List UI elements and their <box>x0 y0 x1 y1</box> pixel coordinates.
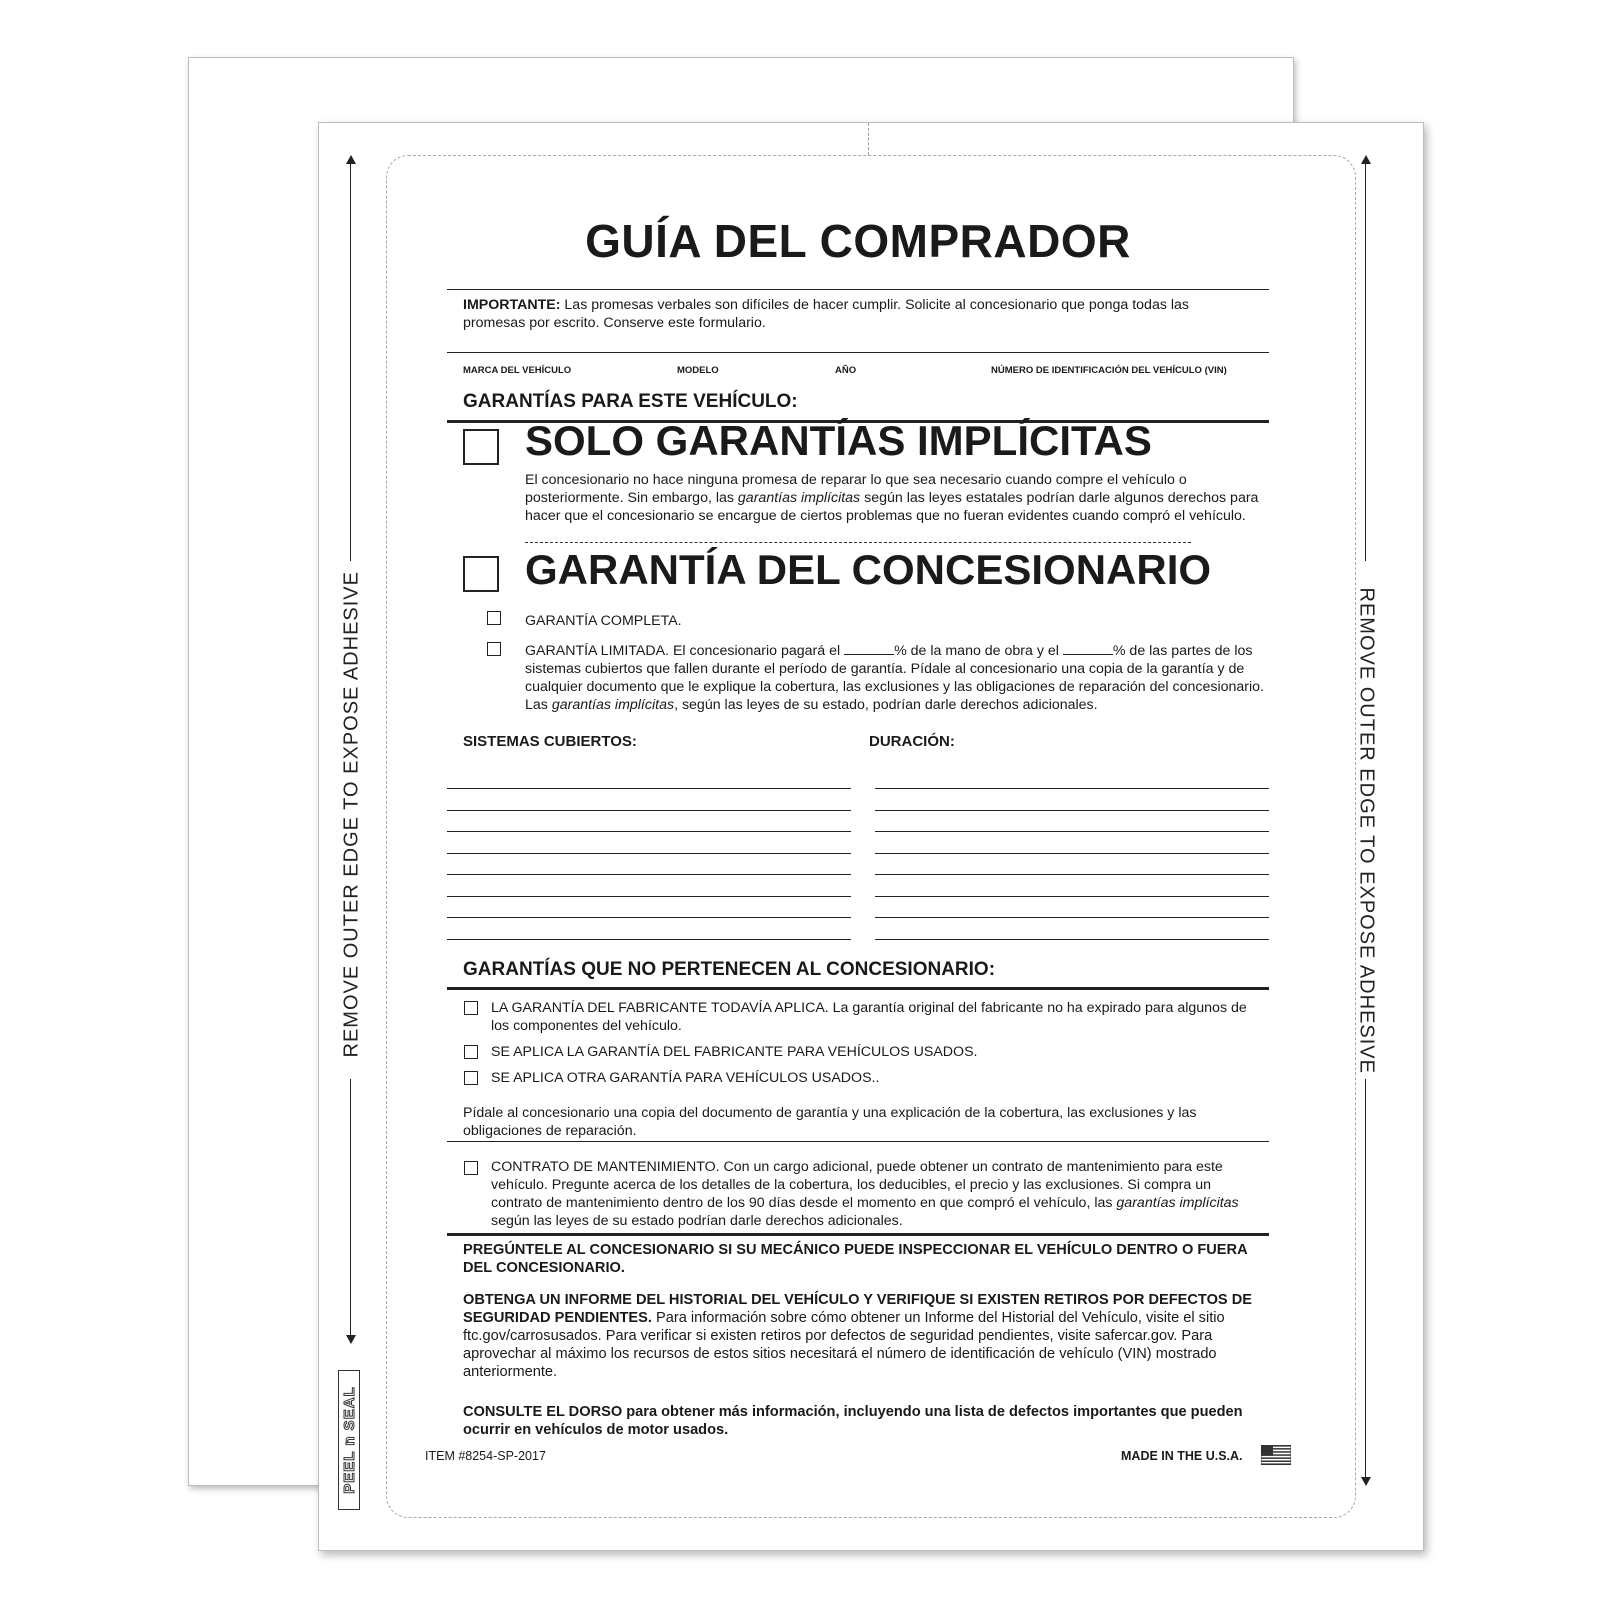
year-label: AÑO <box>835 365 857 376</box>
divider <box>447 1141 1269 1142</box>
ask-mechanic-text: PREGÚNTELE AL CONCESIONARIO SI SU MECÁNICO PUEDE INSPECCIONAR EL VEHÍCULO DENTRO O FUERA DEL CONCESIONARIO. <box>463 1242 1248 1276</box>
systems-covered-heading: SISTEMAS CUBIERTOS: <box>463 733 637 750</box>
important-notice <box>447 290 1269 352</box>
limited-text-italic: garantías implícitas <box>551 697 675 713</box>
implied-only-heading: SOLO GARANTÍAS IMPLÍCITAS <box>525 417 1152 464</box>
systems-line[interactable] <box>447 788 851 789</box>
manufacturer-used-text: SE APLICA LA GARANTÍA DEL FABRICANTE PARA VEHÍCULOS USADOS. <box>491 1044 978 1060</box>
limited-text-d: , según las leyes de su estado, podrían darle derechos adicionales. <box>674 697 1098 713</box>
parts-percent-field[interactable] <box>1063 654 1113 655</box>
important-text: Las promesas verbales son difíciles de hacer cumplir. Solicite al concesionario que ponga todas las promesas por escrito. Conserve este formulario. <box>463 297 1190 331</box>
divider <box>447 987 1269 990</box>
peel-n-seal-logo <box>339 1371 361 1511</box>
divider <box>447 352 1269 353</box>
systems-line[interactable] <box>447 810 851 811</box>
duration-line[interactable] <box>875 896 1269 897</box>
full-warranty-label: GARANTÍA COMPLETA. <box>525 613 682 629</box>
duration-line[interactable] <box>875 810 1269 811</box>
ask-copy-text: Pídale al concesionario una copia del documento de garantía y una explicación de la cobertura, las exclusiones y las obligaciones de reparación. <box>463 1105 1197 1139</box>
systems-line[interactable] <box>447 831 851 832</box>
history-text: Para información sobre cómo obtener un Informe del Historial del Vehículo, visite el sitio ftc.gov/carrosusados. Para verificar si existen retiros por defectos de seguridad pendientes, visite safercar.gov. Para aprovechar al máximo los recursos de estos sitios necesitará el número de identificación de vehículo (VIN) mostrado anteriormente. <box>463 1310 1225 1380</box>
make-label: MARCA DEL VEHÍCULO <box>463 365 572 376</box>
arrow-down-icon <box>1361 1477 1371 1486</box>
duration-line[interactable] <box>875 917 1269 918</box>
limited-warranty-text <box>525 642 1265 714</box>
duration-line[interactable] <box>875 874 1269 875</box>
labor-percent-field[interactable] <box>844 654 894 655</box>
vehicle-fields <box>447 359 1269 381</box>
limited-text-a: GARANTÍA LIMITADA. El concesionario pagará el <box>525 643 845 659</box>
systems-line[interactable] <box>447 939 851 940</box>
edge-instruction-right: REMOVE OUTER EDGE TO EXPOSE ADHESIVE <box>1355 587 1378 1074</box>
limited-warranty-checkbox[interactable] <box>487 642 501 656</box>
service-text-a: CONTRATO DE MANTENIMIENTO. Con un cargo adicional, puede obtener un contrato de mantenimiento para este vehículo. Pregunte acerca de los detalles de la cobertura, los deducibles, el precio y las exclusiones. Si compra un contrato de mantenimiento dentro de los 90 días desde el momento en que compró el vehículo, las <box>491 1159 1223 1211</box>
implied-text-a: El concesionario no hace ninguna promesa de reparar lo que sea necesario cuando compre el vehículo o posteriormente. Sin embargo, las <box>525 472 1187 506</box>
implied-only-checkbox[interactable] <box>463 429 499 465</box>
implied-text-b: según las leyes estatales podrían darle algunos derechos para hacer que el concesionario se encargue de ciertos problemas que no fueran evidentes cuando compró el vehículo. <box>525 490 1259 524</box>
service-contract-text <box>491 1158 1251 1230</box>
form-content <box>447 213 1269 423</box>
edge-instruction-left: REMOVE OUTER EDGE TO EXPOSE ADHESIVE <box>340 571 363 1058</box>
logo-text: PEEL n SEAL <box>338 1370 360 1510</box>
side-line <box>1365 1079 1366 1479</box>
form-title: GUÍA DEL COMPRADOR <box>585 215 1131 267</box>
other-used-checkbox[interactable] <box>464 1071 478 1085</box>
side-line <box>350 1079 351 1337</box>
important-label: IMPORTANTE: <box>463 297 561 313</box>
model-label: MODELO <box>677 365 719 376</box>
duration-heading: DURACIÓN: <box>869 733 955 750</box>
full-warranty-checkbox[interactable] <box>487 611 501 625</box>
arrow-up-icon <box>1361 155 1371 164</box>
manufacturer-warranty-checkbox[interactable] <box>464 1001 478 1015</box>
dealer-warranty-heading: GARANTÍA DEL CONCESIONARIO <box>525 546 1212 593</box>
history-report-text <box>463 1291 1263 1381</box>
perforation-notch <box>868 123 869 155</box>
dashed-divider <box>525 542 1191 543</box>
vin-label: NÚMERO DE IDENTIFICACIÓN DEL VEHÍCULO (VIN) <box>991 365 1227 376</box>
systems-line[interactable] <box>447 853 851 854</box>
duration-line[interactable] <box>875 939 1269 940</box>
buyers-guide-sheet <box>318 122 1424 1551</box>
duration-line[interactable] <box>875 853 1269 854</box>
implied-text-italic: garantías implícitas <box>737 490 861 506</box>
dealer-warranty-checkbox[interactable] <box>463 556 499 592</box>
duration-line[interactable] <box>875 788 1269 789</box>
warranties-heading: GARANTÍAS PARA ESTE VEHÍCULO: <box>463 391 798 412</box>
limited-text-b: % de la mano de obra y el <box>894 643 1063 659</box>
systems-line[interactable] <box>447 896 851 897</box>
manufacturer-used-checkbox[interactable] <box>464 1045 478 1059</box>
implied-only-text <box>525 471 1265 525</box>
side-line <box>1365 163 1366 561</box>
side-line <box>350 163 351 561</box>
arrow-down-icon <box>346 1335 356 1344</box>
arrow-up-icon <box>346 155 356 164</box>
service-text-b: según las leyes de su estado podrían darle derechos adicionales. <box>491 1213 903 1229</box>
divider <box>447 1233 1269 1236</box>
us-flag-icon <box>1261 1445 1291 1465</box>
item-number: ITEM #8254-SP-2017 <box>425 1449 546 1463</box>
made-in-usa: MADE IN THE U.S.A. <box>1121 1449 1243 1463</box>
other-used-text: SE APLICA OTRA GARANTÍA PARA VEHÍCULOS USADOS.. <box>491 1070 880 1086</box>
consult-back-text: CONSULTE EL DORSO para obtener más información, incluyendo una lista de defectos importantes que pueden ocurrir en vehículos de motor usados. <box>463 1404 1243 1438</box>
limited-text-c: % de las partes de los sistemas cubiertos que fallen durante el período de garantía. Pídale al concesionario una copia de la garantía y de cualquier documento que le explique la cobertura, las exclusiones y las obligaciones de reparación del concesionario. Las <box>525 643 1264 713</box>
service-contract-checkbox[interactable] <box>464 1161 478 1175</box>
history-bold: OBTENGA UN INFORME DEL HISTORIAL DEL VEHÍCULO Y VERIFIQUE SI EXISTEN RETIROS POR DEFECTOS DE SEGURIDAD PENDIENTES. <box>463 1292 1252 1326</box>
duration-line[interactable] <box>875 831 1269 832</box>
systems-line[interactable] <box>447 874 851 875</box>
non-dealer-heading: GARANTÍAS QUE NO PERTENECEN AL CONCESIONARIO: <box>463 959 996 980</box>
systems-line[interactable] <box>447 917 851 918</box>
manufacturer-warranty-text: LA GARANTÍA DEL FABRICANTE TODAVÍA APLICA. La garantía original del fabricante no ha expirado para algunos de los componentes del vehículo. <box>491 1000 1247 1034</box>
service-text-italic: garantías implícitas <box>1116 1195 1239 1211</box>
